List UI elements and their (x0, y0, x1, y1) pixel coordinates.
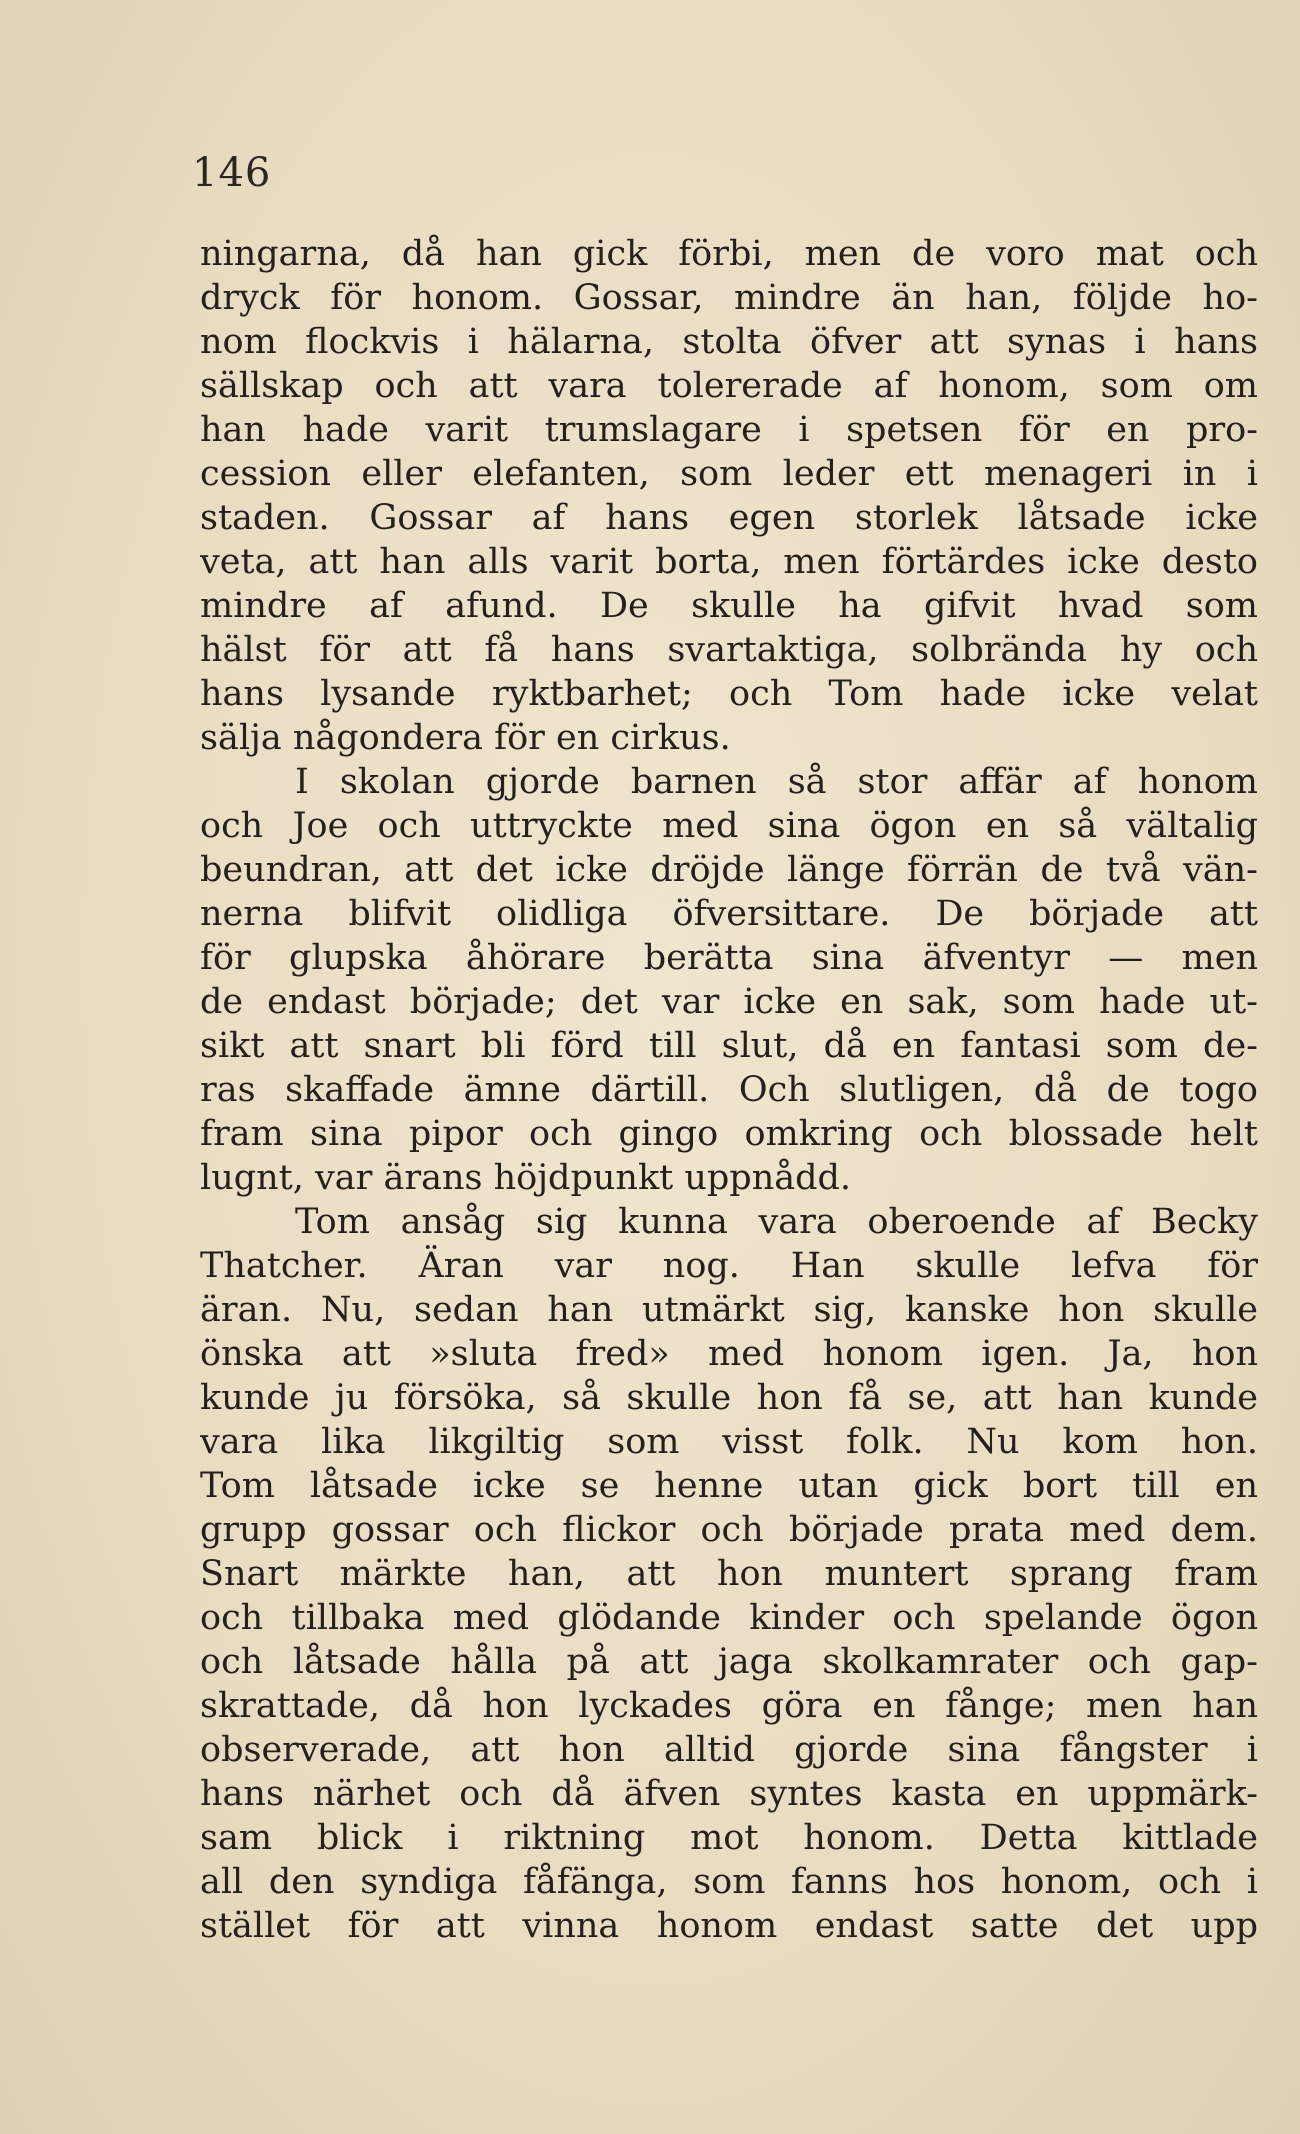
text-line: Tom låtsade icke se henne utan gick bort till en (200, 1466, 1258, 1506)
text-line: hans lysande ryktbarhet; och Tom hade icke velat (200, 674, 1258, 714)
text-line: nerna blifvit olidliga öfversittare. De började att (200, 894, 1258, 934)
text-line: hälst för att få hans svartaktiga, solbrända hy och (200, 630, 1258, 670)
text-line: dryck för honom. Gossar, mindre än han, följde ho- (200, 278, 1258, 318)
text-line: stället för att vinna honom endast satte det upp (200, 1906, 1258, 1946)
text-line: cession eller elefanten, som leder ett menageri in i (200, 454, 1258, 494)
text-line: sam blick i riktning mot honom. Detta kittlade (200, 1818, 1258, 1858)
text-line: sällskap och att vara tolererade af honom, som om (200, 366, 1258, 406)
text-line: kunde ju försöka, så skulle hon få se, att han kunde (200, 1378, 1258, 1418)
text-line: för glupska åhörare berätta sina äfventyr — men (200, 938, 1258, 978)
text-line: Tom ansåg sig kunna vara oberoende af Becky (295, 1202, 1258, 1242)
text-line: och låtsade hålla på att jaga skolkamrater och gap- (200, 1642, 1258, 1682)
text-line: sälja någondera för en cirkus. (200, 718, 731, 758)
text-line: äran. Nu, sedan han utmärkt sig, kanske hon skulle (200, 1290, 1258, 1330)
text-line: ras skaffade ämne därtill. Och slutligen, då de togo (200, 1070, 1258, 1110)
text-line: de endast började; det var icke en sak, som hade ut- (200, 982, 1258, 1022)
text-line: all den syndiga fåfänga, som fanns hos honom, och i (200, 1862, 1258, 1902)
text-line: beundran, att det icke dröjde länge förrän de två vän- (200, 850, 1258, 890)
text-line: ningarna, då han gick förbi, men de voro mat och (200, 234, 1258, 274)
text-line: staden. Gossar af hans egen storlek låtsade icke (200, 498, 1258, 538)
text-line: fram sina pipor och gingo omkring och blossade helt (200, 1114, 1258, 1154)
text-line: lugnt, var ärans höjdpunkt uppnådd. (200, 1158, 852, 1198)
text-line: I skolan gjorde barnen så stor affär af honom (295, 762, 1258, 802)
text-line: grupp gossar och flickor och började prata med dem. (200, 1510, 1258, 1550)
text-line: Thatcher. Äran var nog. Han skulle lefva för (200, 1246, 1258, 1286)
text-line: önska att »sluta fred» med honom igen. Ja, hon (200, 1334, 1258, 1374)
text-line: mindre af afund. De skulle ha gifvit hvad som (200, 586, 1258, 626)
text-line: Snart märkte han, att hon muntert sprang fram (200, 1554, 1258, 1594)
text-line: veta, att han alls varit borta, men förtärdes icke desto (200, 542, 1258, 582)
text-line: vara lika likgiltig som visst folk. Nu kom hon. (200, 1422, 1258, 1462)
text-line: och tillbaka med glödande kinder och spelande ögon (200, 1598, 1258, 1638)
text-line: och Joe och uttryckte med sina ögon en så vältalig (200, 806, 1258, 846)
text-line: skrattade, då hon lyckades göra en fånge; men han (200, 1686, 1258, 1726)
text-line: observerade, att hon alltid gjorde sina fångster i (200, 1730, 1258, 1770)
page-number: 146 (192, 150, 272, 196)
text-line: nom flockvis i hälarna, stolta öfver att synas i hans (200, 322, 1258, 362)
body-text (200, 232, 1258, 1948)
text-line: sikt att snart bli förd till slut, då en fantasi som de- (200, 1026, 1258, 1066)
text-line: han hade varit trumslagare i spetsen för en pro- (200, 410, 1258, 450)
text-line: hans närhet och då äfven syntes kasta en uppmärk- (200, 1774, 1258, 1814)
